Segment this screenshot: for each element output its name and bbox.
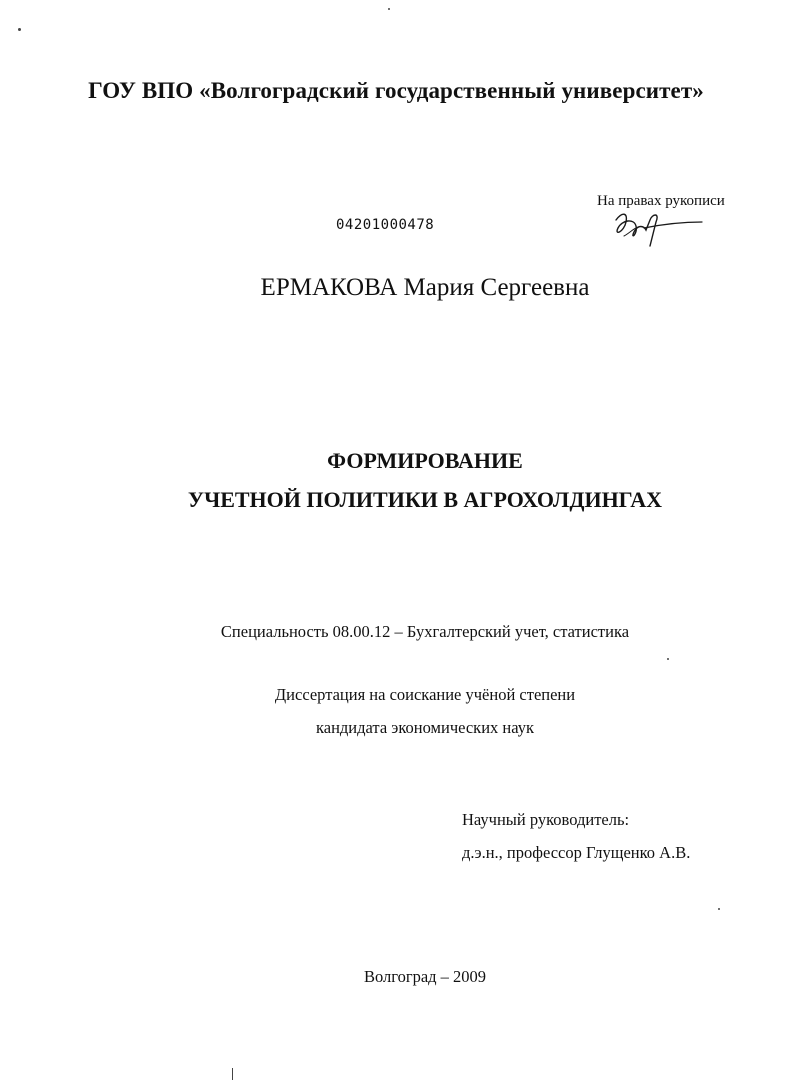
scan-speck xyxy=(667,658,669,660)
scan-speck xyxy=(718,908,720,910)
signature-icon xyxy=(604,206,704,254)
city-year: Волгоград – 2009 xyxy=(363,967,487,986)
supervisor-name: д.э.н., профессор Глущенко А.В. xyxy=(462,843,691,862)
thesis-title-line-1: ФОРМИРОВАНИЕ xyxy=(327,448,523,473)
author-name: ЕРМАКОВА Мария Сергеевна xyxy=(260,274,590,301)
thesis-title-line-2: УЧЕТНОЙ ПОЛИТИКИ В АГРОХОЛДИНГАХ xyxy=(187,487,663,512)
supervisor-label: Научный руководитель: xyxy=(462,810,630,829)
manuscript-note: На правах рукописи xyxy=(597,193,725,209)
scan-speck xyxy=(18,28,21,31)
document-number: 04201000478 xyxy=(336,217,435,233)
scan-speck xyxy=(232,1068,233,1080)
scan-speck xyxy=(388,8,390,10)
degree-line-1: Диссертация на соискание учёной степени xyxy=(274,685,576,704)
degree-line-2: кандидата экономических наук xyxy=(315,718,534,737)
specialty-line: Специальность 08.00.12 – Бухгалтерский учет, статистика xyxy=(220,622,630,641)
university-name: ГОУ ВПО «Волгоградский государственный университет» xyxy=(88,78,704,103)
